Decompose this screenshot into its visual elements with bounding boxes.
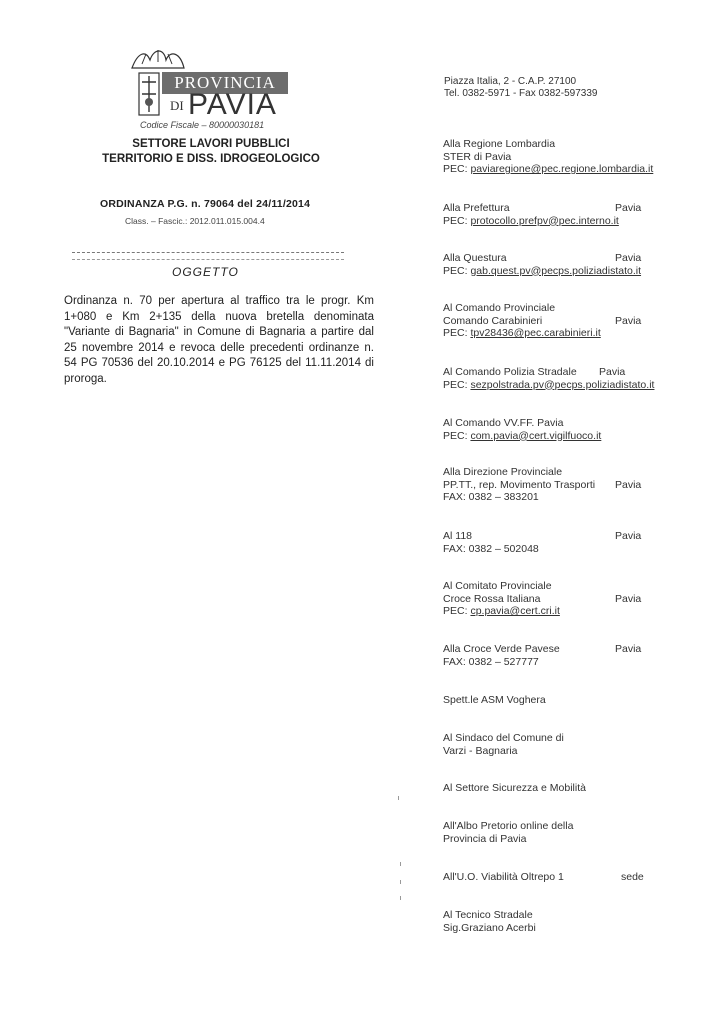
recipient-block (443, 580, 663, 618)
pec-label: PEC: (443, 264, 468, 277)
recipient-line: Al Comando VV.FF. Pavia (443, 417, 564, 429)
recipient-name: Croce Rossa Italiana (443, 592, 541, 605)
pec-label: PEC: (443, 327, 468, 339)
scan-mark (400, 896, 401, 900)
address-line: Piazza Italia, 2 - C.A.P. 27100 (444, 76, 577, 87)
office-address (444, 76, 597, 100)
recipient-contact (443, 163, 663, 176)
recipient-block (443, 417, 663, 442)
recipient-line: Sig.Graziano Acerbi (443, 921, 536, 934)
recipient-city: Pavia (599, 366, 626, 378)
recipient-line: All'Albo Pretorio online della (443, 820, 574, 832)
recipient-city: Pavia (615, 478, 642, 491)
oggetto-label: OGGETTO (172, 265, 239, 279)
recipient-line (443, 871, 663, 884)
recipient-line (443, 593, 663, 606)
recipient-contact (443, 327, 663, 340)
recipient-block (443, 694, 663, 707)
recipient-contact (443, 215, 663, 228)
recipient-block (443, 643, 663, 668)
recipient-block (443, 466, 663, 504)
recipient-line: Spett.le ASM Voghera (443, 694, 546, 706)
phone-line: Tel. 0382-5971 - Fax 0382-597339 (444, 88, 598, 99)
email-link[interactable]: tpv28436@pec.carabinieri.it (470, 327, 601, 339)
recipient-line: Alla Direzione Provinciale (443, 466, 563, 478)
recipient-block (443, 252, 663, 277)
scan-mark (398, 796, 399, 800)
oggetto-text: Ordinanza n. 70 per apertura al traffico tra le progr. Km 1+080 e Km 2+135 della nuova bretella denominata "Variante di Bagnaria" in Comune di Bagnaria a partire dal 25 novembre 2014 e revoca delle precedenti ordinanze n. 54 PG 70536 del 20.10.2014 e PG 76125 del 11.11.2014 di proroga. (64, 295, 374, 385)
crown-plume-icon (128, 46, 188, 72)
fax-line: FAX: 0382 – 502048 (443, 542, 539, 555)
recipient-city: sede (621, 871, 644, 883)
recipient-name: Al Comando Polizia Stradale (443, 366, 577, 378)
recipient-line: Al Settore Sicurezza e Mobilità (443, 782, 586, 794)
recipient-block (443, 366, 663, 391)
recipient-name: Alla Croce Verde Pavese (443, 643, 560, 655)
pec-label: PEC: (443, 214, 468, 227)
recipient-line (443, 366, 663, 379)
fax-line: FAX: 0382 – 383201 (443, 491, 539, 503)
recipient-line: Al Comando Provinciale (443, 302, 556, 314)
pec-label: PEC: (443, 605, 468, 617)
recipient-city: Pavia (615, 202, 642, 214)
recipient-contact (443, 379, 663, 392)
territorio-heading: TERRITORIO E DISS. IDROGEOLOGICO (102, 153, 320, 165)
email-link[interactable]: com.pavia@cert.vigilfuoco.it (470, 429, 602, 442)
logo-di: DI (170, 98, 184, 113)
separator (72, 252, 344, 260)
pec-label: PEC: (443, 429, 468, 442)
recipient-contact (443, 265, 663, 278)
scan-mark (400, 862, 401, 866)
recipient-name: Alla Prefettura (443, 202, 510, 214)
recipient-line: Varzi - Bagnaria (443, 744, 518, 757)
recipient-city: Pavia (615, 592, 642, 605)
fax-line: FAX: 0382 – 527777 (443, 655, 539, 668)
ordinanza-number: ORDINANZA P.G. n. 79064 del 24/11/2014 (100, 198, 311, 210)
recipient-line (443, 252, 663, 265)
email-link[interactable]: cp.pavia@cert.cri.it (470, 605, 560, 617)
recipient-line (443, 479, 663, 492)
recipient-name: Comando Carabinieri (443, 314, 543, 327)
recipient-name: PP.TT., rep. Movimento Trasporti (443, 478, 596, 491)
email-link[interactable]: protocollo.prefpv@pec.interno.it (470, 214, 619, 227)
recipient-line: Provincia di Pavia (443, 832, 527, 845)
pec-label: PEC: (443, 163, 468, 175)
recipient-city: Pavia (615, 643, 642, 655)
logo-provincia: PROVINCIA (162, 72, 288, 94)
pec-label: PEC: (443, 378, 468, 391)
recipient-block (443, 530, 663, 555)
recipient-block (443, 871, 663, 884)
recipient-line: Alla Regione Lombardia (443, 138, 556, 150)
recipient-block (443, 202, 663, 227)
coat-of-arms-icon (138, 72, 160, 116)
recipient-line (443, 530, 663, 543)
recipient-contact (443, 605, 663, 618)
recipient-block (443, 909, 663, 934)
recipient-line (443, 315, 663, 328)
recipient-line (443, 643, 663, 656)
recipient-line: Al Comitato Provinciale (443, 580, 552, 592)
recipient-block (443, 302, 663, 340)
recipient-name: Alla Questura (443, 252, 507, 264)
recipient-block (443, 820, 663, 845)
recipient-city: Pavia (615, 530, 642, 542)
provincia-logo (128, 46, 288, 132)
recipient-block (443, 138, 663, 176)
logo-pavia: PAVIA (188, 88, 277, 121)
email-link[interactable]: gab.quest.pv@pecps.poliziadistato.it (470, 264, 642, 277)
classification: Class. – Fascic.: 2012.011.015.004.4 (125, 216, 265, 226)
recipient-name: Al 118 (443, 530, 472, 542)
recipient-block (443, 732, 663, 757)
recipient-contact (443, 430, 663, 443)
recipient-line: Al Tecnico Stradale (443, 909, 533, 921)
recipient-city: Pavia (615, 314, 642, 327)
settore-heading: SETTORE LAVORI PUBBLICI (132, 138, 290, 150)
recipient-line (443, 202, 663, 215)
recipient-line: Al Sindaco del Comune di (443, 732, 564, 744)
email-link[interactable]: paviaregione@pec.regione.lombardia.it (470, 163, 654, 175)
recipient-line: STER di Pavia (443, 150, 512, 163)
recipient-name: All'U.O. Viabilità Oltrepo 1 (443, 871, 564, 883)
recipient-block (443, 782, 663, 795)
recipient-city: Pavia (615, 252, 642, 264)
scan-mark (400, 880, 401, 884)
codice-fiscale: Codice Fiscale – 80000030181 (140, 120, 265, 130)
email-link[interactable]: sezpolstrada.pv@pecps.poliziadistato.it (470, 378, 655, 391)
